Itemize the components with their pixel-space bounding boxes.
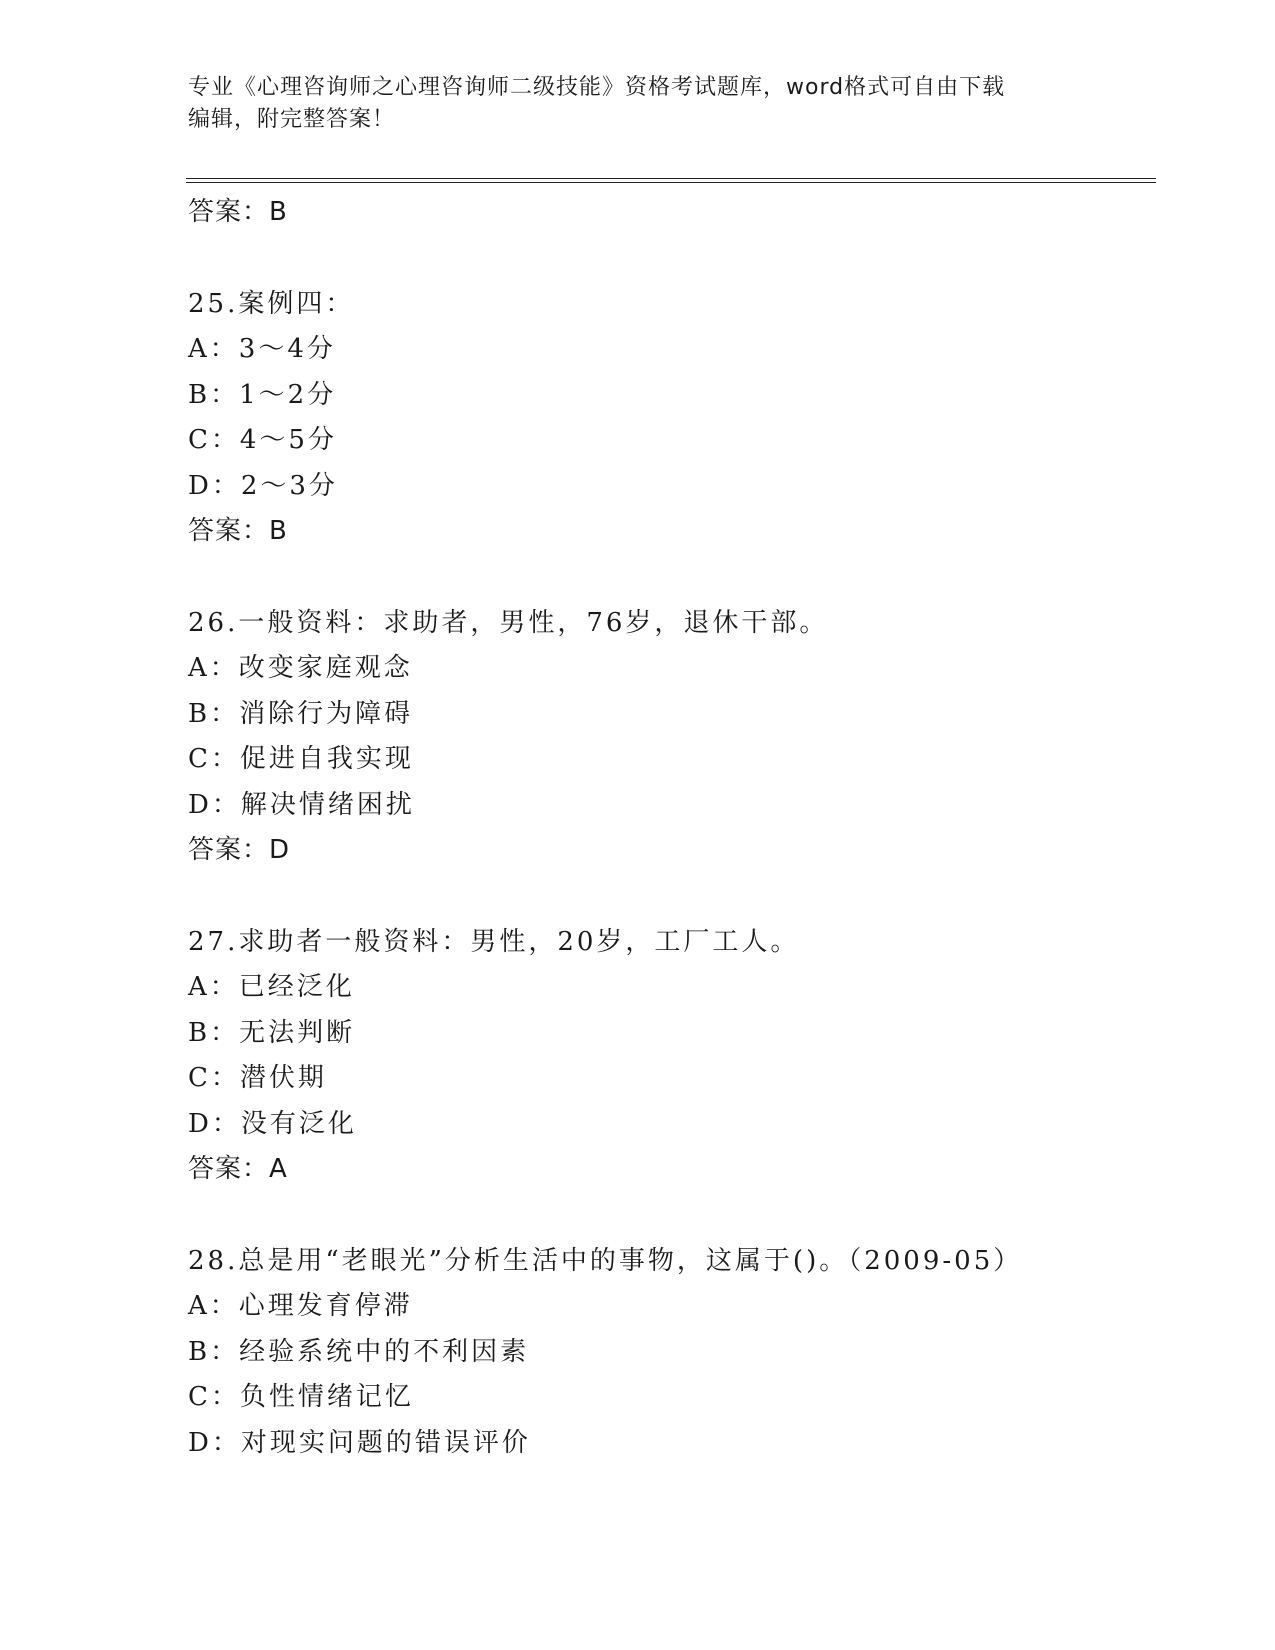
option-d: D：没有泛化 bbox=[188, 1108, 357, 1139]
question-stem: 26.一般资料：求助者，男性，76岁，退休干部。 bbox=[188, 607, 829, 638]
option-b: B：消除行为障碍 bbox=[188, 698, 414, 729]
question-25 bbox=[188, 282, 1148, 555]
option-d: D：2～3分 bbox=[188, 470, 338, 501]
option-c: C：4～5分 bbox=[188, 425, 337, 455]
option-d: D：对现实问题的错误评价 bbox=[188, 1427, 531, 1458]
option-b: B：1～2分 bbox=[188, 379, 337, 410]
question-26 bbox=[188, 601, 1148, 874]
document-header: 专业《心理咨询师之心理咨询师二级技能》资格考试题库，word格式可自由下载 编辑，附完整答案！ bbox=[188, 75, 1006, 132]
option-a: A：3～4分 bbox=[188, 334, 336, 364]
question-27 bbox=[188, 920, 1148, 1193]
question-stem: 27.求助者一般资料：男性，20岁，工厂工人。 bbox=[188, 926, 800, 957]
option-c: C：促进自我实现 bbox=[188, 744, 414, 774]
option-b: B：无法判断 bbox=[188, 1017, 356, 1048]
header-divider bbox=[186, 178, 1156, 183]
question-28 bbox=[188, 1239, 1148, 1467]
option-c: C：潜伏期 bbox=[188, 1063, 327, 1093]
question-stem: 28.总是用“老眼光”分析生活中的事物，这属于()。（2009-05） bbox=[188, 1245, 1023, 1276]
option-a: A：已经泛化 bbox=[188, 972, 355, 1002]
answer-line: 答案：B bbox=[188, 197, 288, 227]
option-a: A：改变家庭观念 bbox=[188, 653, 413, 683]
option-c: C：负性情绪记忆 bbox=[188, 1382, 414, 1412]
option-a: A：心理发育停滞 bbox=[188, 1291, 413, 1321]
question-stem: 25.案例四： bbox=[188, 288, 355, 319]
answer-line: 答案：D bbox=[188, 835, 291, 865]
answer-line: 答案：A bbox=[188, 1154, 288, 1184]
option-d: D：解决情绪困扰 bbox=[188, 789, 415, 820]
option-b: B：经验系统中的不利因素 bbox=[188, 1336, 530, 1367]
answer-line: 答案：B bbox=[188, 516, 288, 546]
question-list bbox=[188, 190, 1148, 1466]
